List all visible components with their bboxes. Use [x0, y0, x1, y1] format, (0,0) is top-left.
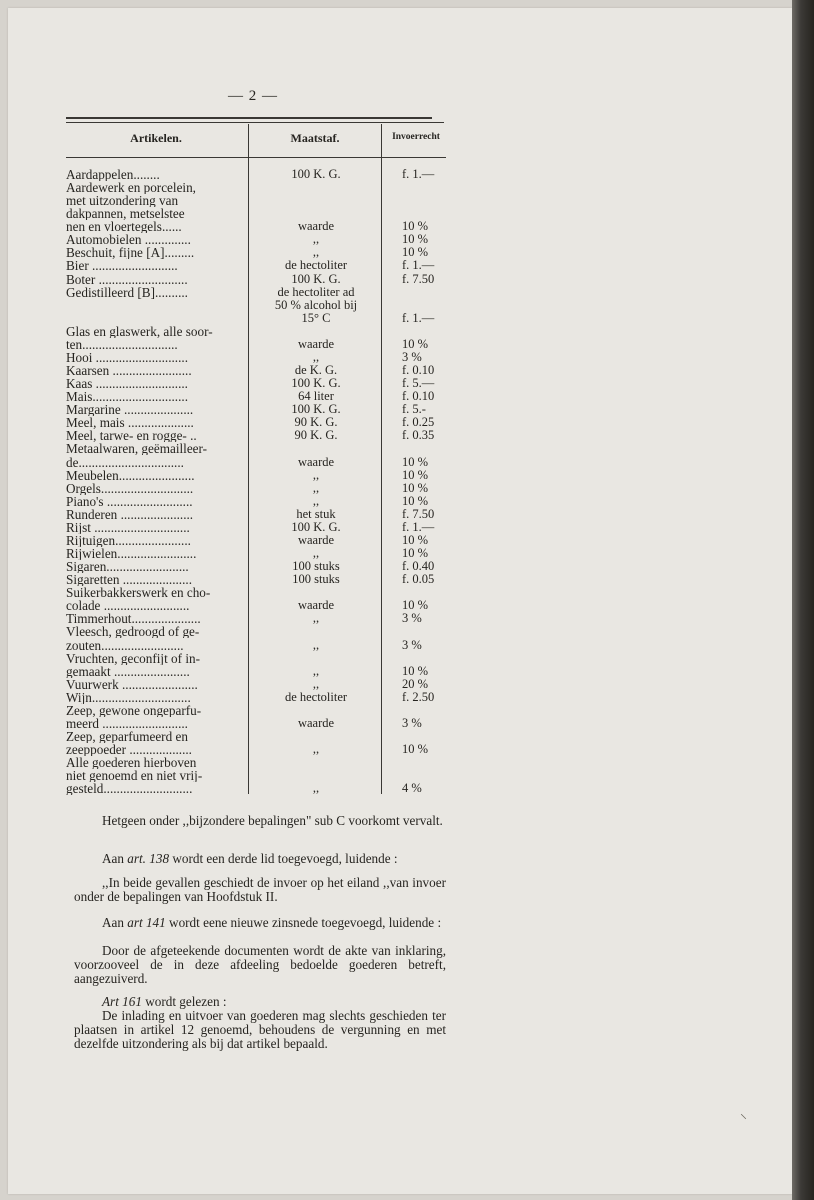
- measure-unit: ,,: [312, 467, 320, 482]
- article-name: Kaas ............................: [66, 377, 188, 391]
- measure-unit: ,,: [312, 546, 320, 561]
- import-duty: 10 %: [402, 454, 429, 469]
- import-duty: 10 %: [402, 598, 429, 613]
- paragraph-text: Aan: [102, 851, 128, 866]
- measure-unit: de K. G.: [294, 363, 338, 378]
- import-duty: 10 %: [402, 219, 429, 234]
- table-row: [0, 259, 814, 272]
- import-duty: 10 %: [402, 245, 429, 260]
- import-duty: 4 %: [402, 781, 422, 796]
- import-duty: f. 0.05: [402, 572, 435, 587]
- measure-unit: de hectoliter: [284, 258, 348, 273]
- article-name: Automobielen ..............: [66, 233, 191, 247]
- article-name: zeeppoeder ...................: [66, 743, 192, 757]
- article-name: Vleesch, gedroogd of ge-: [66, 625, 200, 639]
- measure-unit: 100 K. G.: [291, 376, 341, 391]
- measure-unit: 90 K. G.: [294, 415, 338, 430]
- paragraph-text: Door de afgeteekende documenten wordt de akte van inklaring, voorzooveel de in deze afdeeling bedoelde goederen betreft, aangezuiverd.: [74, 943, 446, 986]
- import-duty: 3 %: [402, 715, 422, 730]
- measure-unit: 100 K. G.: [291, 271, 341, 286]
- table-row: [0, 325, 814, 338]
- article-reference: art 141: [127, 915, 166, 930]
- table-row: [0, 521, 814, 534]
- paragraph-art-161: [74, 995, 446, 1009]
- import-duty: f. 0.35: [402, 428, 435, 443]
- table-row: [0, 639, 814, 652]
- import-duty: f. 0.10: [402, 389, 435, 404]
- table-row: [0, 299, 814, 312]
- article-name: Vuurwerk .......................: [66, 677, 198, 691]
- table-row: [0, 586, 814, 599]
- paragraph-documenten: [74, 944, 446, 986]
- measure-unit: 100 stuks: [292, 572, 340, 587]
- table-row: [0, 612, 814, 625]
- table-row: [0, 312, 814, 325]
- import-duty: 10 %: [402, 336, 429, 351]
- article-name: gemaakt .......................: [66, 664, 190, 678]
- table-row: [0, 665, 814, 678]
- article-name: Vruchten, geconfijt of in-: [66, 651, 200, 665]
- table-row: [0, 782, 814, 795]
- article-name: gesteld...........................: [66, 782, 193, 796]
- measure-unit: 100 K. G.: [291, 167, 341, 181]
- table-row: [0, 233, 814, 246]
- paragraph-quote-eiland: [74, 876, 446, 904]
- table-row: [0, 534, 814, 547]
- import-duty: 10 %: [402, 742, 429, 757]
- table-row: [0, 351, 814, 364]
- article-name: Alle goederen hierboven: [66, 756, 197, 770]
- paragraph-text: De inlading en uitvoer van goederen mag slechts geschieden ter plaatsen in artikel 12 genoemd, behoudens de vergunning en met dezelfde uitzondering als bij dat artikel bepaald.: [74, 1008, 446, 1051]
- article-name: Aardewerk en porcelein,: [66, 181, 196, 195]
- paragraph-text: ,,In beide gevallen geschiedt de invoer op het eiland ,,van invoer onder de bepalingen van Hoofdstuk II.: [74, 875, 446, 904]
- table-row: [0, 717, 814, 730]
- import-duty: 10 %: [402, 480, 429, 495]
- table-row: [0, 364, 814, 377]
- article-name: Piano's ..........................: [66, 494, 193, 508]
- table-row: [0, 403, 814, 416]
- measure-unit: 100 stuks: [292, 559, 340, 574]
- import-duty: 10 %: [402, 467, 429, 482]
- article-name: Rijtuigen.......................: [66, 533, 191, 547]
- import-duty: 20 %: [402, 676, 429, 691]
- article-reference: Art 161: [102, 994, 142, 1009]
- measure-unit: waarde: [297, 532, 335, 547]
- article-name: Glas en glaswerk, alle soor-: [66, 324, 213, 338]
- measure-unit: waarde: [297, 336, 335, 351]
- import-duty: 10 %: [402, 546, 429, 561]
- measure-unit: 100 K. G.: [291, 402, 341, 417]
- table-row: [0, 599, 814, 612]
- measure-unit: 50 % alcohol bij: [274, 297, 358, 312]
- table-row: [0, 194, 814, 207]
- article-name: Metaalwaren, geëmailleer-: [66, 442, 208, 456]
- table-row: [0, 390, 814, 403]
- import-duty: f. 1.—: [402, 519, 435, 534]
- page-smudge-mark: ⸜: [740, 1107, 747, 1122]
- measure-unit: waarde: [297, 454, 335, 469]
- article-name: Sigaretten .....................: [66, 573, 192, 587]
- table-row: [0, 273, 814, 286]
- table-row: [0, 456, 814, 469]
- paragraph-text: wordt eene nieuwe zinsnede toegevoegd, luidende :: [165, 915, 442, 930]
- article-name: Zeep, geparfumeerd en: [66, 730, 188, 743]
- article-name: Sigaren.........................: [66, 560, 189, 574]
- measure-unit: 90 K. G.: [294, 428, 338, 443]
- import-duty: f. 2.50: [402, 689, 435, 704]
- import-duty: 10 %: [402, 532, 429, 547]
- paragraph-art-141: [74, 916, 446, 930]
- article-name: Gedistilleerd [B]..........: [66, 285, 188, 299]
- table-row: [0, 220, 814, 233]
- article-name: Bier ..........................: [66, 259, 178, 273]
- paragraph-inlading: [74, 1009, 446, 1051]
- import-duty: f. 7.50: [402, 506, 435, 521]
- table-row: [0, 652, 814, 665]
- article-name: dakpannen, metselstee: [66, 207, 185, 221]
- measure-unit: 64 liter: [298, 389, 334, 404]
- table-row: [0, 678, 814, 691]
- article-name: meerd ..........................: [66, 716, 188, 730]
- table-row: [0, 469, 814, 482]
- import-duty: 3 %: [402, 349, 422, 364]
- table-row: [0, 560, 814, 573]
- column-header-maatstaf: Maatstaf.: [290, 131, 340, 145]
- article-name: Meel, tarwe- en rogge- ..: [66, 429, 197, 443]
- paragraph-text: wordt gelezen :: [141, 994, 227, 1009]
- article-name: Margarine .....................: [66, 403, 194, 417]
- article-name: met uitzondering van: [66, 194, 179, 208]
- measure-unit: ,,: [312, 742, 320, 757]
- paragraph-art-138: [74, 852, 446, 866]
- article-name: Mais.............................: [66, 390, 188, 404]
- article-name: Beschuit, fijne [A].........: [66, 246, 195, 260]
- article-name: Rijwielen........................: [66, 547, 197, 561]
- paragraph-text: Aan: [102, 915, 128, 930]
- measure-unit: 15° C: [301, 310, 331, 325]
- article-name: Boter ...........................: [66, 272, 188, 286]
- column-header-artikel: Artikelen.: [130, 131, 182, 145]
- table-row: [0, 207, 814, 220]
- import-duty: 3 %: [402, 637, 422, 652]
- article-name: ten.............................: [66, 337, 178, 351]
- measure-unit: ,,: [312, 245, 320, 260]
- article-name: Meel, mais ....................: [66, 416, 194, 430]
- article-name: Suikerbakkerswerk en cho-: [66, 586, 211, 600]
- column-header-invoerrecht: Invoerrecht: [392, 132, 440, 142]
- table-row: [0, 625, 814, 638]
- table-row: [0, 429, 814, 442]
- table-row: [0, 704, 814, 717]
- import-duty: 10 %: [402, 232, 429, 247]
- measure-unit: ,,: [312, 232, 320, 247]
- table-row: [0, 743, 814, 756]
- paragraph-text: Hetgeen onder ,,bijzondere bepalingen" sub C voorkomt vervalt.: [102, 813, 443, 828]
- import-duty: f. 0.25: [402, 415, 435, 430]
- import-duty: 10 %: [402, 663, 429, 678]
- measure-unit: ,,: [312, 663, 320, 678]
- measure-unit: waarde: [297, 598, 335, 613]
- import-duty: f. 1.—: [402, 258, 435, 273]
- measure-unit: waarde: [297, 219, 335, 234]
- table-row: [0, 495, 814, 508]
- paragraph-text: wordt een derde lid toegevoegd, luidende :: [169, 851, 398, 866]
- article-name: colade ..........................: [66, 599, 190, 613]
- article-name: Runderen ......................: [66, 507, 194, 521]
- table-row: [0, 508, 814, 521]
- import-duty: f. 5.—: [402, 376, 435, 391]
- article-name: Zeep, gewone ongeparfu-: [66, 703, 202, 717]
- table-row: [0, 286, 814, 299]
- article-name: Kaarsen ........................: [66, 364, 192, 378]
- article-name: Timmerhout.....................: [66, 612, 201, 626]
- measure-unit: de hectoliter: [284, 689, 348, 704]
- measure-unit: ,,: [312, 781, 320, 796]
- measure-unit: het stuk: [296, 506, 336, 521]
- measure-unit: waarde: [297, 715, 335, 730]
- article-name: Orgels............................: [66, 481, 194, 495]
- import-duty: f. 1.—: [402, 310, 435, 325]
- table-row: [0, 377, 814, 390]
- measure-unit: 100 K. G.: [291, 519, 341, 534]
- article-name: de................................: [66, 455, 184, 469]
- article-name: Meubelen.......................: [66, 468, 195, 482]
- table-row: [0, 691, 814, 704]
- measure-unit: ,,: [312, 493, 320, 508]
- table-row: [0, 769, 814, 782]
- table-row: [0, 573, 814, 586]
- measure-unit: ,,: [312, 676, 320, 691]
- measure-unit: ,,: [312, 349, 320, 364]
- measure-unit: ,,: [312, 480, 320, 495]
- table-row: [0, 338, 814, 351]
- import-duty: f. 0.10: [402, 363, 435, 378]
- table-row: [0, 168, 814, 181]
- article-name: Aardappelen........: [66, 168, 160, 181]
- article-name: zouten.........................: [66, 638, 184, 652]
- table-row: [0, 756, 814, 769]
- article-name: Wijn..............................: [66, 690, 191, 704]
- table-row: [0, 730, 814, 743]
- measure-unit: de hectoliter ad: [277, 284, 355, 299]
- import-duty: f. 5.-: [402, 402, 426, 417]
- import-duty: f. 0.40: [402, 559, 435, 574]
- article-name: nen en vloertegels......: [66, 220, 182, 234]
- page-number: — 2 —: [228, 88, 278, 104]
- article-name: Rijst .............................: [66, 520, 190, 534]
- table-row: [0, 482, 814, 495]
- measure-unit: ,,: [312, 611, 320, 626]
- table-row: [0, 416, 814, 429]
- import-duty: 3 %: [402, 611, 422, 626]
- measure-unit: ,,: [312, 637, 320, 652]
- table-row: [0, 442, 814, 455]
- table-row: [0, 181, 814, 194]
- import-duty: 10 %: [402, 493, 429, 508]
- article-name: Hooi ............................: [66, 350, 188, 364]
- article-reference: art. 138: [127, 851, 170, 866]
- import-duty: f. 7.50: [402, 271, 435, 286]
- table-row: [0, 246, 814, 259]
- import-duty: f. 1.—: [402, 167, 435, 181]
- table-row: [0, 547, 814, 560]
- article-name: niet genoemd en niet vrij-: [66, 769, 203, 783]
- paragraph-bijzondere-bepalingen: [74, 814, 446, 828]
